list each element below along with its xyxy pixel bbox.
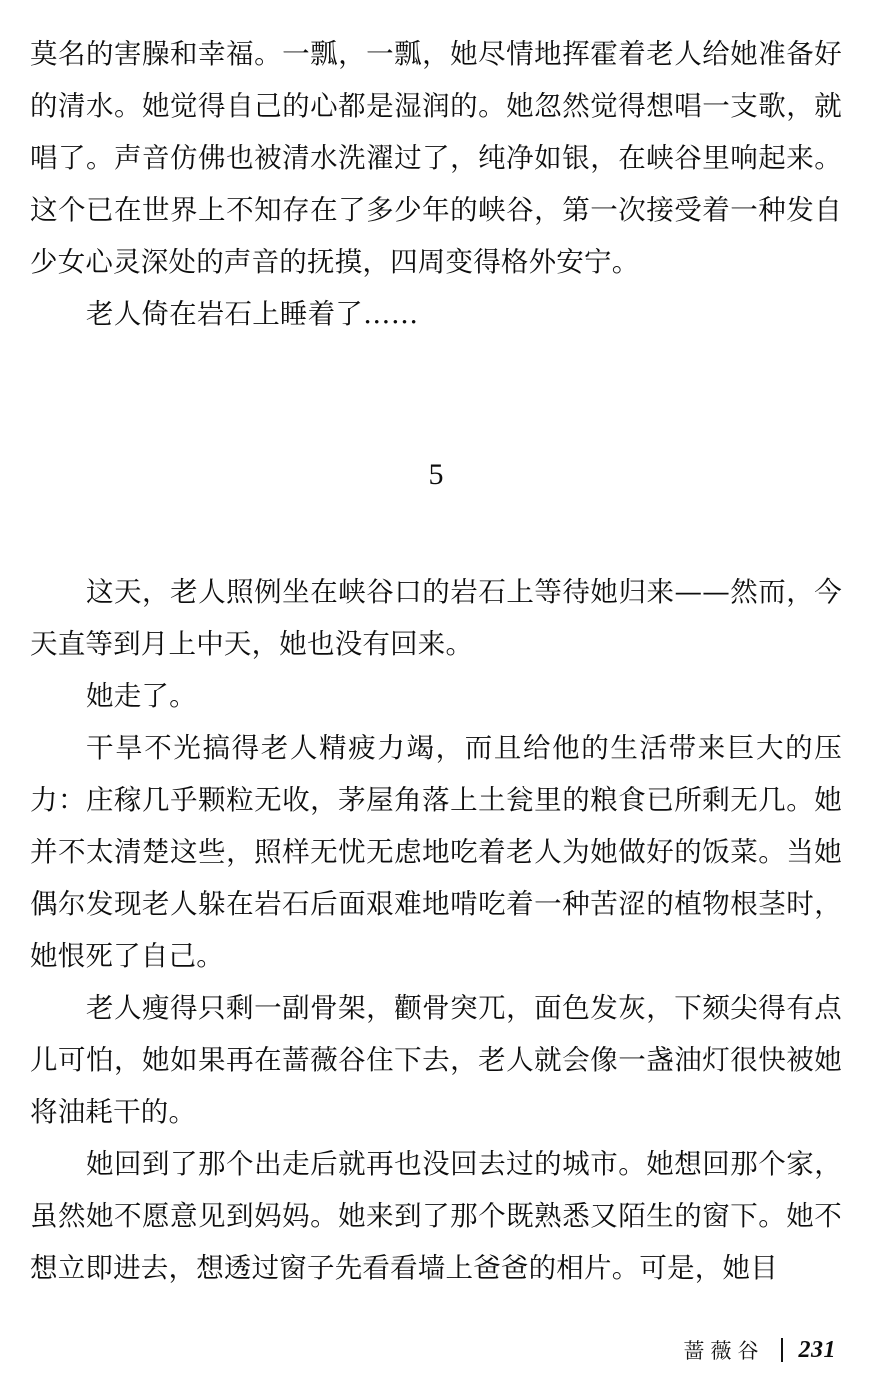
section-gap-bottom bbox=[30, 492, 842, 566]
paragraph: 莫名的害臊和幸福。一瓢，一瓢，她尽情地挥霍着老人给她准备好的清水。她觉得自己的心都是湿润的。她忽然觉得想唱一支歌，就唱了。声音仿佛也被清水洗濯过了，纯净如银，在峡谷里响起来。这个已在世界上不知存在了多少年的峡谷，第一次接受着一种发自少女心灵深处的声音的抚摸，四周变得格外安宁。 bbox=[30, 38, 842, 278]
paragraph: 干旱不光搞得老人精疲力竭，而且给他的生活带来巨大的压力：庄稼几乎颗粒无收，茅屋角落上土瓮里的粮食已所剩无几。她并不太清楚这些，照样无忧无虑地吃着老人为她做好的饭菜。当她偶尔发现老人躲在岩石后面艰难地啃吃着一种苦涩的植物根茎时，她恨死了自己。 bbox=[30, 732, 842, 972]
paragraph: 这天，老人照例坐在峡谷口的岩石上等待她归来——然而，今天直等到月上中天，她也没有回来。 bbox=[30, 576, 842, 660]
section-number: 5 bbox=[428, 458, 444, 491]
paragraph: 老人倚在岩石上睡着了…… bbox=[86, 298, 419, 330]
paragraph: 老人瘦得只剩一副骨架，颧骨突兀，面色发灰，下颏尖得有点儿可怕，她如果再在蔷薇谷住下去，老人就会像一盏油灯很快被她将油耗干的。 bbox=[30, 992, 842, 1128]
paragraph: 她走了。 bbox=[86, 680, 197, 712]
paragraph: 她回到了那个出走后就再也没回去过的城市。她想回那个家，虽然她不愿意见到妈妈。她来到了那个既熟悉又陌生的窗下。她不想立即进去，想透过窗子先看看墙上爸爸的相片。可是，她目 bbox=[30, 1148, 842, 1284]
page-number: 231 bbox=[798, 1336, 836, 1363]
body-text-top bbox=[30, 28, 842, 340]
section-gap-top bbox=[30, 340, 842, 458]
body-text-bottom bbox=[30, 566, 842, 1294]
footer-divider bbox=[781, 1338, 783, 1362]
footer-book-title: 蔷薇谷 bbox=[683, 1339, 765, 1363]
page-footer bbox=[684, 1335, 837, 1365]
